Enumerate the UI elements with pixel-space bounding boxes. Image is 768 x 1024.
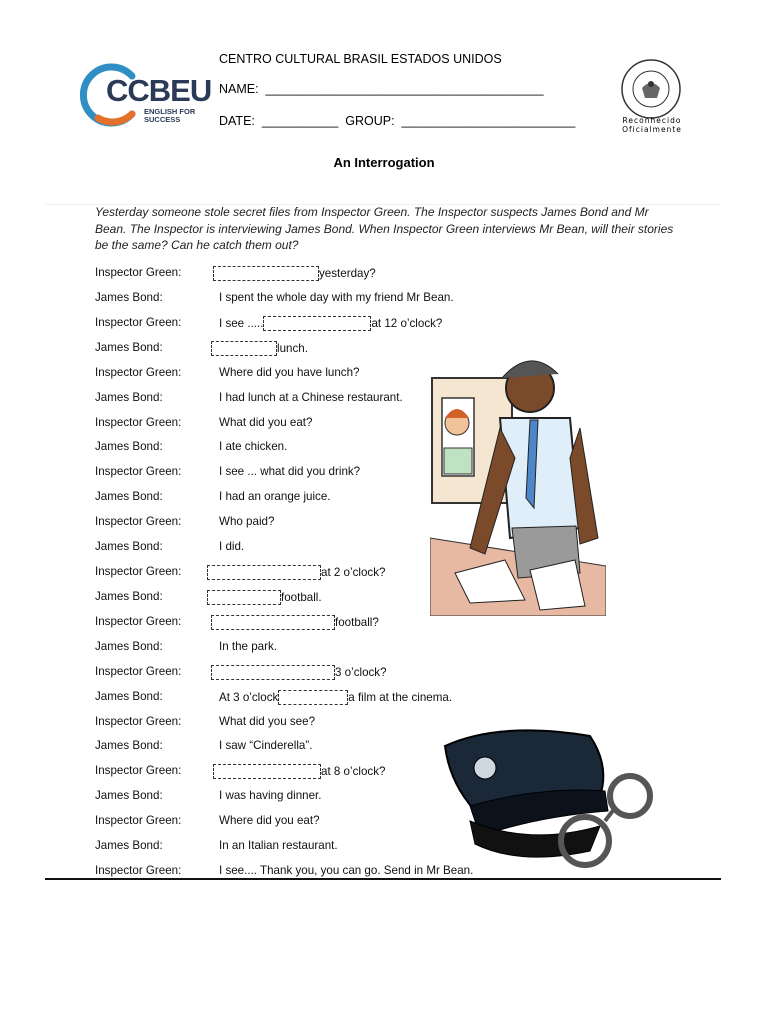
speaker-label: James Bond: [95, 490, 163, 504]
ccbeu-logo [80, 62, 212, 128]
dialogue-line [219, 291, 454, 304]
line-text-after: a film at the cinema. [348, 690, 453, 704]
speaker-label: Inspector Green: [95, 714, 182, 728]
dialogue-line [219, 739, 312, 752]
school-name: CENTRO CULTURAL BRASIL ESTADOS UNIDOS [219, 52, 502, 66]
speaker-label: James Bond: [95, 739, 163, 753]
dialogue-line [211, 341, 308, 356]
line-text-before: I had lunch at a Chinese restaurant. [219, 390, 403, 404]
logo-tagline-2: SUCCESS [144, 115, 181, 124]
dialogue-line [219, 416, 312, 429]
speaker-label: James Bond: [95, 540, 163, 554]
dialogue-line [219, 465, 360, 478]
dialogue-line [219, 540, 244, 553]
dialogue-line [219, 490, 331, 503]
line-text-before: I ate chicken. [219, 440, 288, 454]
dialogue-line [207, 565, 385, 580]
line-text-after: 3 o’clock? [335, 665, 387, 679]
line-text-before: At 3 o’clock [219, 690, 279, 704]
dialogue-line [219, 391, 403, 404]
line-text-before: Where did you eat? [219, 814, 320, 828]
line-text-before: I see ..... [219, 316, 264, 330]
dialogue-line [219, 366, 360, 379]
speaker-label: Inspector Green: [95, 864, 182, 878]
speaker-label: James Bond: [95, 639, 163, 653]
line-text-before: I see.... Thank you, you can go. Send in Mr Bean. [219, 864, 474, 878]
seal-caption-2: Oficialmente [622, 125, 682, 134]
speaker-label: Inspector Green: [95, 764, 182, 778]
police-cap-handcuffs-illustration [440, 726, 656, 876]
seal-caption-1: Reconhecido [622, 116, 682, 125]
speaker-label: James Bond: [95, 340, 163, 354]
line-text-after: at 12 o’clock? [371, 316, 443, 330]
embassy-seal-icon [620, 58, 682, 120]
logo-wordmark: CCBEU [106, 73, 212, 108]
speaker-label: Inspector Green: [95, 814, 182, 828]
speaker-label: Inspector Green: [95, 614, 182, 628]
logo-tagline-1: ENGLISH FOR [144, 107, 196, 116]
line-text-after: at 2 o’clock? [321, 566, 386, 580]
line-text-before: In an Italian restaurant. [219, 839, 338, 853]
speaker-label: James Bond: [95, 789, 163, 803]
line-text-before: Who paid? [219, 515, 275, 529]
intro-paragraph: Yesterday someone stole secret files from Inspector Green. The Inspector suspects James Bond and Mr Bean. The Inspector is interviewing James Bond. When Inspector Green interviews Mr Bean, will their stories be the same? Can he catch them out? [95, 205, 674, 252]
line-text-after: lunch. [277, 341, 308, 355]
answer-blank-field[interactable] [263, 316, 371, 331]
answer-blank-field[interactable] [207, 565, 321, 580]
line-text-after: football. [281, 590, 322, 604]
line-text-before: I was having dinner. [219, 789, 322, 803]
dialogue-line [211, 665, 387, 680]
dialogue-line [207, 590, 322, 605]
answer-blank-field[interactable] [207, 590, 281, 605]
line-text-before: I see ... what did you drink? [219, 465, 361, 479]
line-text-before: I did. [219, 540, 245, 554]
dialogue-line [219, 640, 277, 653]
line-text-before: What did you eat? [219, 415, 313, 429]
speaker-label: James Bond: [95, 689, 163, 703]
line-text-after: football? [335, 615, 379, 629]
dialogue-line [219, 690, 452, 705]
dialogue-line [211, 615, 379, 630]
page-title: An Interrogation [333, 155, 435, 170]
speaker-label: Inspector Green: [95, 415, 182, 429]
line-text-before: In the park. [219, 639, 278, 653]
answer-blank-field[interactable] [213, 764, 321, 779]
speaker-label: Inspector Green: [95, 565, 182, 579]
speaker-label: James Bond: [95, 390, 163, 404]
line-text-before: I spent the whole day with my friend Mr Bean. [219, 290, 454, 304]
inspector-illustration [430, 348, 606, 616]
answer-blank-field[interactable] [211, 341, 277, 356]
dialogue-line [219, 814, 320, 827]
speaker-label: Inspector Green: [95, 315, 182, 329]
answer-blank-field[interactable] [278, 690, 348, 705]
dialogue-line [219, 789, 321, 802]
speaker-label: Inspector Green: [95, 515, 182, 529]
dialogue-line [219, 864, 473, 877]
answer-blank-field[interactable] [211, 665, 335, 680]
speaker-label: James Bond: [95, 839, 163, 853]
date-group-field: DATE: ___________ GROUP: _________________________ [219, 114, 576, 128]
line-text-after: yesterday? [319, 267, 376, 280]
line-text-after: at 8 o’clock? [321, 765, 386, 779]
dialogue-line [213, 764, 385, 779]
speaker-label: Inspector Green: [95, 465, 182, 479]
speaker-label: Inspector Green: [95, 664, 182, 678]
line-text-before: I saw “Cinderella”. [219, 739, 313, 753]
answer-blank-field[interactable] [213, 266, 319, 281]
dialogue-line [213, 266, 376, 281]
dialogue-line [219, 316, 442, 331]
line-text-before: I had an orange juice. [219, 490, 331, 504]
dialogue-line [219, 440, 287, 453]
logo-tagline [144, 108, 195, 124]
speaker-label: James Bond: [95, 589, 163, 603]
line-text-before: Where did you have lunch? [219, 365, 360, 379]
line-text-before: What did you see? [219, 714, 316, 728]
speaker-label: Inspector Green: [95, 365, 182, 379]
speaker-label: James Bond: [95, 440, 163, 454]
dialogue-line [219, 515, 274, 528]
speaker-label: Inspector Green: [95, 266, 182, 279]
answer-blank-field[interactable] [211, 615, 335, 630]
dialogue-line [219, 839, 338, 852]
dialogue-line [219, 715, 315, 728]
speaker-label: James Bond: [95, 290, 163, 304]
bottom-rule [45, 878, 721, 880]
name-field: NAME: ________________________________________ [219, 82, 544, 96]
